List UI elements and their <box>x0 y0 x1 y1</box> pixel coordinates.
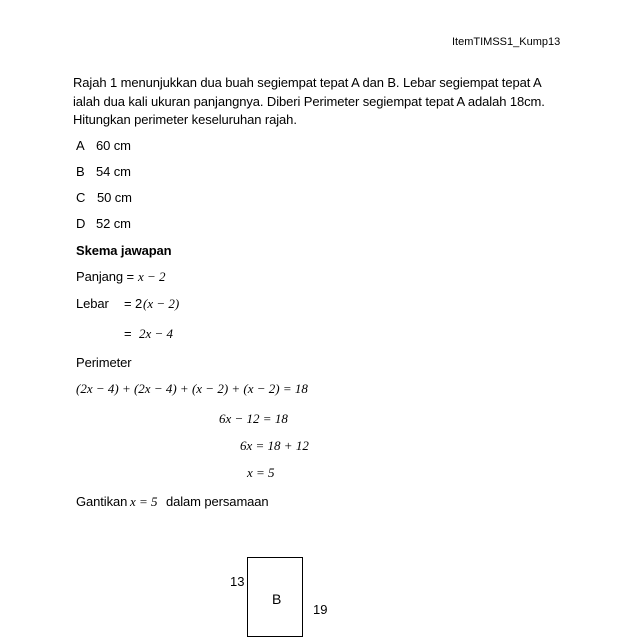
option-a-text: 60 cm <box>96 138 131 153</box>
perimeter-step-3: 6x = 18 + 12 <box>240 438 309 453</box>
panjang-expression: x − 2 <box>138 269 166 284</box>
diagram-label-13: 13 <box>230 574 245 589</box>
lebar-label: Lebar <box>76 296 109 311</box>
lebar-expression-1: (x − 2) <box>143 296 180 311</box>
option-a-letter: A <box>76 138 85 153</box>
diagram-label-19: 19 <box>313 602 328 617</box>
option-d-letter: D <box>76 216 86 231</box>
question-line-3: Hitungkan perimeter keseluruhan rajah. <box>73 112 297 127</box>
perimeter-step-1: (2x − 4) + (2x − 4) + (x − 2) + (x − 2) = 18 <box>76 381 308 396</box>
item-code: ItemTIMSS1_Kump13 <box>452 36 561 48</box>
question-line-2: ialah dua kali ukuran panjangnya. Diberi Perimeter segiempat tepat A adalah 18cm. <box>73 94 545 109</box>
lebar-expression-2: 2x − 4 <box>139 326 174 341</box>
rectangle-b-label: B <box>272 591 282 607</box>
substitute-prefix: Gantikan <box>76 494 128 509</box>
answer-scheme-heading: Skema jawapan <box>76 243 172 258</box>
perimeter-step-2: 6x − 12 = 18 <box>219 411 288 426</box>
option-d-text: 52 cm <box>96 216 131 231</box>
rectangle-b <box>247 557 303 637</box>
lebar-equals-2: = 2 <box>124 296 143 311</box>
question-line-1: Rajah 1 menunjukkan dua buah segiempat tepat A dan B. Lebar segiempat tepat A <box>73 75 542 90</box>
substitute-suffix: dalam persamaan <box>166 494 269 509</box>
option-b-letter: B <box>76 164 85 179</box>
perimeter-step-4: x = 5 <box>247 465 275 480</box>
perimeter-label: Perimeter <box>76 355 132 370</box>
option-c-text: 50 cm <box>97 190 132 205</box>
option-b-text: 54 cm <box>96 164 131 179</box>
panjang-label: Panjang = <box>76 269 135 284</box>
substitute-expression: x = 5 <box>130 494 158 509</box>
option-c-letter: C <box>76 190 86 205</box>
lebar-equals: = <box>124 326 132 341</box>
